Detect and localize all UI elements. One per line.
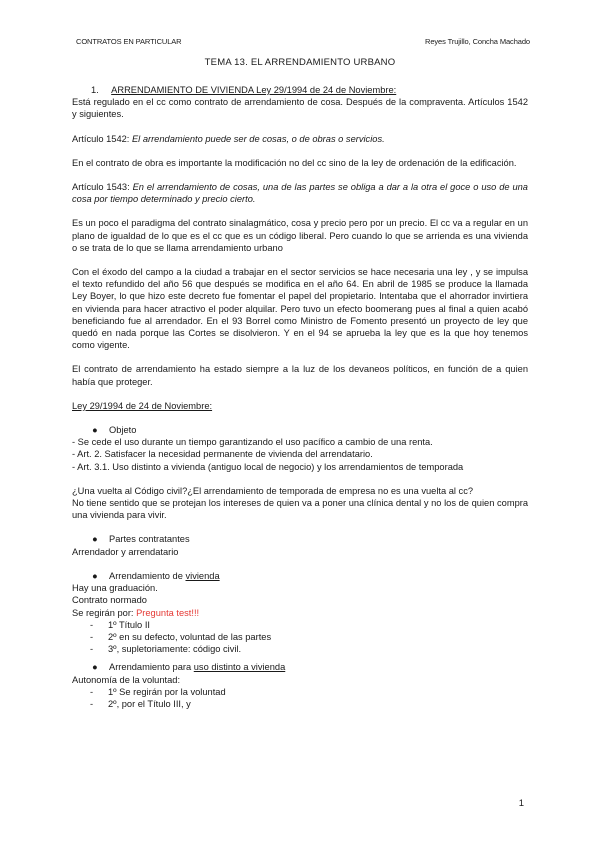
bullet-icon: ● — [92, 570, 98, 581]
bullet-partes — [72, 533, 528, 545]
section-number: 1. — [91, 85, 99, 95]
bullet-icon: ● — [92, 534, 98, 545]
bullet-label: Partes contratantes — [109, 534, 190, 545]
answer: No tiene sentido que se protejan los intereses de quien va a poner una clínica dental y no los de quien compra una vivienda para vivir. — [72, 498, 528, 521]
list-item: Autonomía de la voluntad: — [72, 674, 181, 685]
section-heading-text: ARRENDAMIENTO DE VIVIENDA Ley 29/1994 de 24 de Noviembre: — [111, 85, 397, 95]
bullet-label: Objeto — [109, 425, 137, 436]
page-title: TEMA 13. EL ARRENDAMIENTO URBANO — [204, 57, 396, 68]
se-regiran-line — [72, 607, 528, 619]
dash-icon: - — [90, 619, 94, 630]
article-label: Artículo 1543: — [72, 182, 130, 193]
paragraph: Con el éxodo del campo a la ciudad a trabajar en el sector servicios se hace necesaria una ley , y se impulsa el texto refundido del año 56 que después se modifica en el año 64. En abril de 1985 se produce la llamada Ley Boyer, lo que hizo este decreto fue fomentar el papel del propietario. Intentaba que el ahorrador invirtiera en vivienda para hacer atractivo el poder alquilar. Pero tuvo un efecto boomerang pues al final a quien acabó beneficiando fue al arrendador. En el 93 Borrel como Ministro de Fomento presentó un proyecto de ley que quedó en nada porque las Cortes se disolvieron. Y en el 94 se aprueba la ley que es la que hoy tenemos como vigente. — [72, 267, 528, 351]
paragraph: En el contrato de obra es importante la modificación no del cc sino de la ley de ordenación de la edificación. — [72, 157, 517, 168]
dash-icon: - — [90, 698, 94, 709]
list-item: - Art. 3.1. Uso distinto a vivienda (antiguo local de negocio) y los arrendamientos de temporada — [72, 461, 464, 472]
article-text: En el arrendamiento de cosas, una de las partes se obliga a dar a la otra el goce o uso de una cosa por tiempo determinado y precio cierto. — [72, 182, 528, 205]
dash-item — [72, 686, 528, 698]
question: ¿Una vuelta al Código civil?¿El arrendamiento de temporada de empresa no es una vuelta al cc? — [72, 485, 474, 496]
dash-text: 1º Se regirán por la voluntad — [108, 686, 226, 697]
paragraph: El contrato de arrendamiento ha estado siempre a la luz de los devaneos políticos, en función de a quien había que proteger. — [72, 364, 528, 387]
page-number: 1 — [518, 798, 524, 809]
pregunta-test: Pregunta test!!! — [136, 607, 200, 618]
bullet-icon: ● — [92, 662, 98, 673]
dash-icon: - — [90, 631, 94, 642]
dash-item — [72, 643, 528, 655]
list-item: Contrato normado — [72, 595, 147, 606]
bullet-label-underlined: vivienda — [185, 570, 220, 581]
se-regiran-label: Se regirán por: — [72, 607, 137, 618]
bullet-vivienda — [72, 570, 528, 582]
bullet-label-prefix: Arrendamiento para — [109, 662, 194, 673]
dash-icon: - — [90, 686, 94, 697]
paragraph: Está regulado en el cc como contrato de arrendamiento de cosa. Después de la compraventa. Artículos 1542 y siguientes. — [72, 97, 528, 120]
article-label: Artículo 1542: — [72, 133, 130, 144]
list-item: Hay una graduación. — [72, 583, 158, 594]
bullet-label-underlined: uso distinto a vivienda — [193, 662, 286, 673]
dash-text: 1º Título II — [108, 619, 150, 630]
document-body — [72, 84, 528, 710]
dash-item — [72, 619, 528, 631]
bullet-objeto — [72, 424, 528, 436]
article-text: El arrendamiento puede ser de cosas, o de obras o servicios. — [131, 133, 385, 144]
bullet-uso-distinto — [72, 661, 528, 673]
list-item: Arrendador y arrendatario — [72, 546, 179, 557]
bullet-icon: ● — [92, 425, 98, 436]
paragraph: Es un poco el paradigma del contrato sinalagmático, cosa y precio pero por un precio. El cc va a regular en un plano de igualdad de lo que es el cc que es un código liberal. Pero cuando lo que se arrienda es una vivienda o se trata de lo que se llama arrendamiento urbano — [72, 218, 528, 253]
dash-text: 2º, por el Título III, y — [108, 698, 191, 709]
dash-item — [72, 698, 528, 710]
article-1542 — [72, 133, 528, 145]
ley-heading: Ley 29/1994 de 24 de Noviembre: — [72, 400, 213, 411]
dash-item — [72, 631, 528, 643]
bullet-label — [109, 570, 220, 582]
dash-text: 2º en su defecto, voluntad de las partes — [108, 631, 272, 642]
header-right: Reyes Trujillo, Concha Machado — [425, 37, 530, 46]
section-heading — [72, 84, 528, 96]
list-item: - Art. 2. Satisfacer la necesidad permanente de vivienda del arrendatario. — [72, 449, 373, 460]
dash-text: 3º, supletoriamente: código civil. — [108, 644, 242, 655]
bullet-label — [109, 661, 285, 673]
article-1543 — [72, 181, 528, 205]
header-left: CONTRATOS EN PARTICULAR — [76, 37, 182, 46]
dash-icon: - — [90, 644, 94, 655]
bullet-label-prefix: Arrendamiento de — [109, 570, 186, 581]
list-item: - Se cede el uso durante un tiempo garantizando el uso pacífico a cambio de una renta. — [72, 437, 433, 448]
